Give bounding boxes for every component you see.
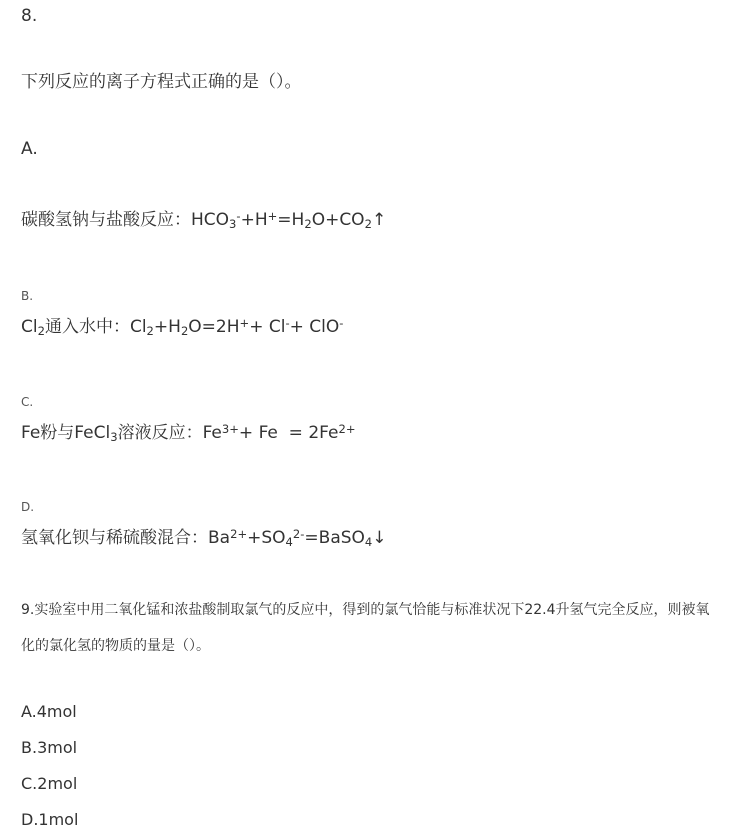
equation-b: $Cl_2+H_2O=2H^++ Cl^-+ ClO^-$	[129, 315, 344, 338]
gas-arrow-icon: ↑	[371, 210, 387, 230]
q9-option-c: C.2mol	[21, 774, 78, 793]
option-d-text: 氢氧化钡与稀硫酸混合：$Ba^{2+}+SO_4^{2-}=BaSO_4↓$	[21, 526, 387, 549]
q9-option-d: D.1mol	[21, 810, 79, 829]
option-d-label: D.	[21, 500, 35, 514]
precipitate-arrow-icon: ↓	[372, 528, 387, 548]
question-9-stem-line2: 化的氯化氢的物质的量是（）。	[21, 638, 210, 654]
option-a-label: A.	[21, 139, 38, 159]
option-c-text: Fe粉与FeCl$_3$溶液反应：$Fe^{3+}+ Fe = 2Fe^{2+}$	[21, 421, 356, 444]
option-a-text	[21, 208, 387, 231]
question-stem: 下列反应的离子方程式正确的是（）。	[21, 72, 302, 92]
question-number: 8.	[21, 6, 38, 26]
q9-option-b: B.3mol	[21, 738, 78, 757]
option-a-prefix: 碳酸氢钠与盐酸反应：	[21, 210, 191, 230]
question-9-stem-line1: 9.实验室中用二氧化锰和浓盐酸制取氯气的反应中，得到的氯气恰能与标准状况下22.4升氢气完全反应，则被氧	[21, 602, 710, 618]
option-b-text: $Cl_2$通入水中：$Cl_2+H_2O=2H^++ Cl^-+ ClO^-$	[21, 315, 344, 338]
equation-a: $HCO_3^-+H^+=H_2O+CO_2↑$	[191, 208, 387, 231]
equation-d: $Ba^{2+}+SO_4^{2-}=BaSO_4↓$	[208, 526, 387, 549]
q9-option-a: A.4mol	[21, 702, 77, 721]
option-b-label: B.	[21, 289, 34, 303]
option-c-label: C.	[21, 395, 34, 409]
equation-c: $Fe^{3+}+ Fe = 2Fe^{2+}$	[202, 421, 356, 443]
